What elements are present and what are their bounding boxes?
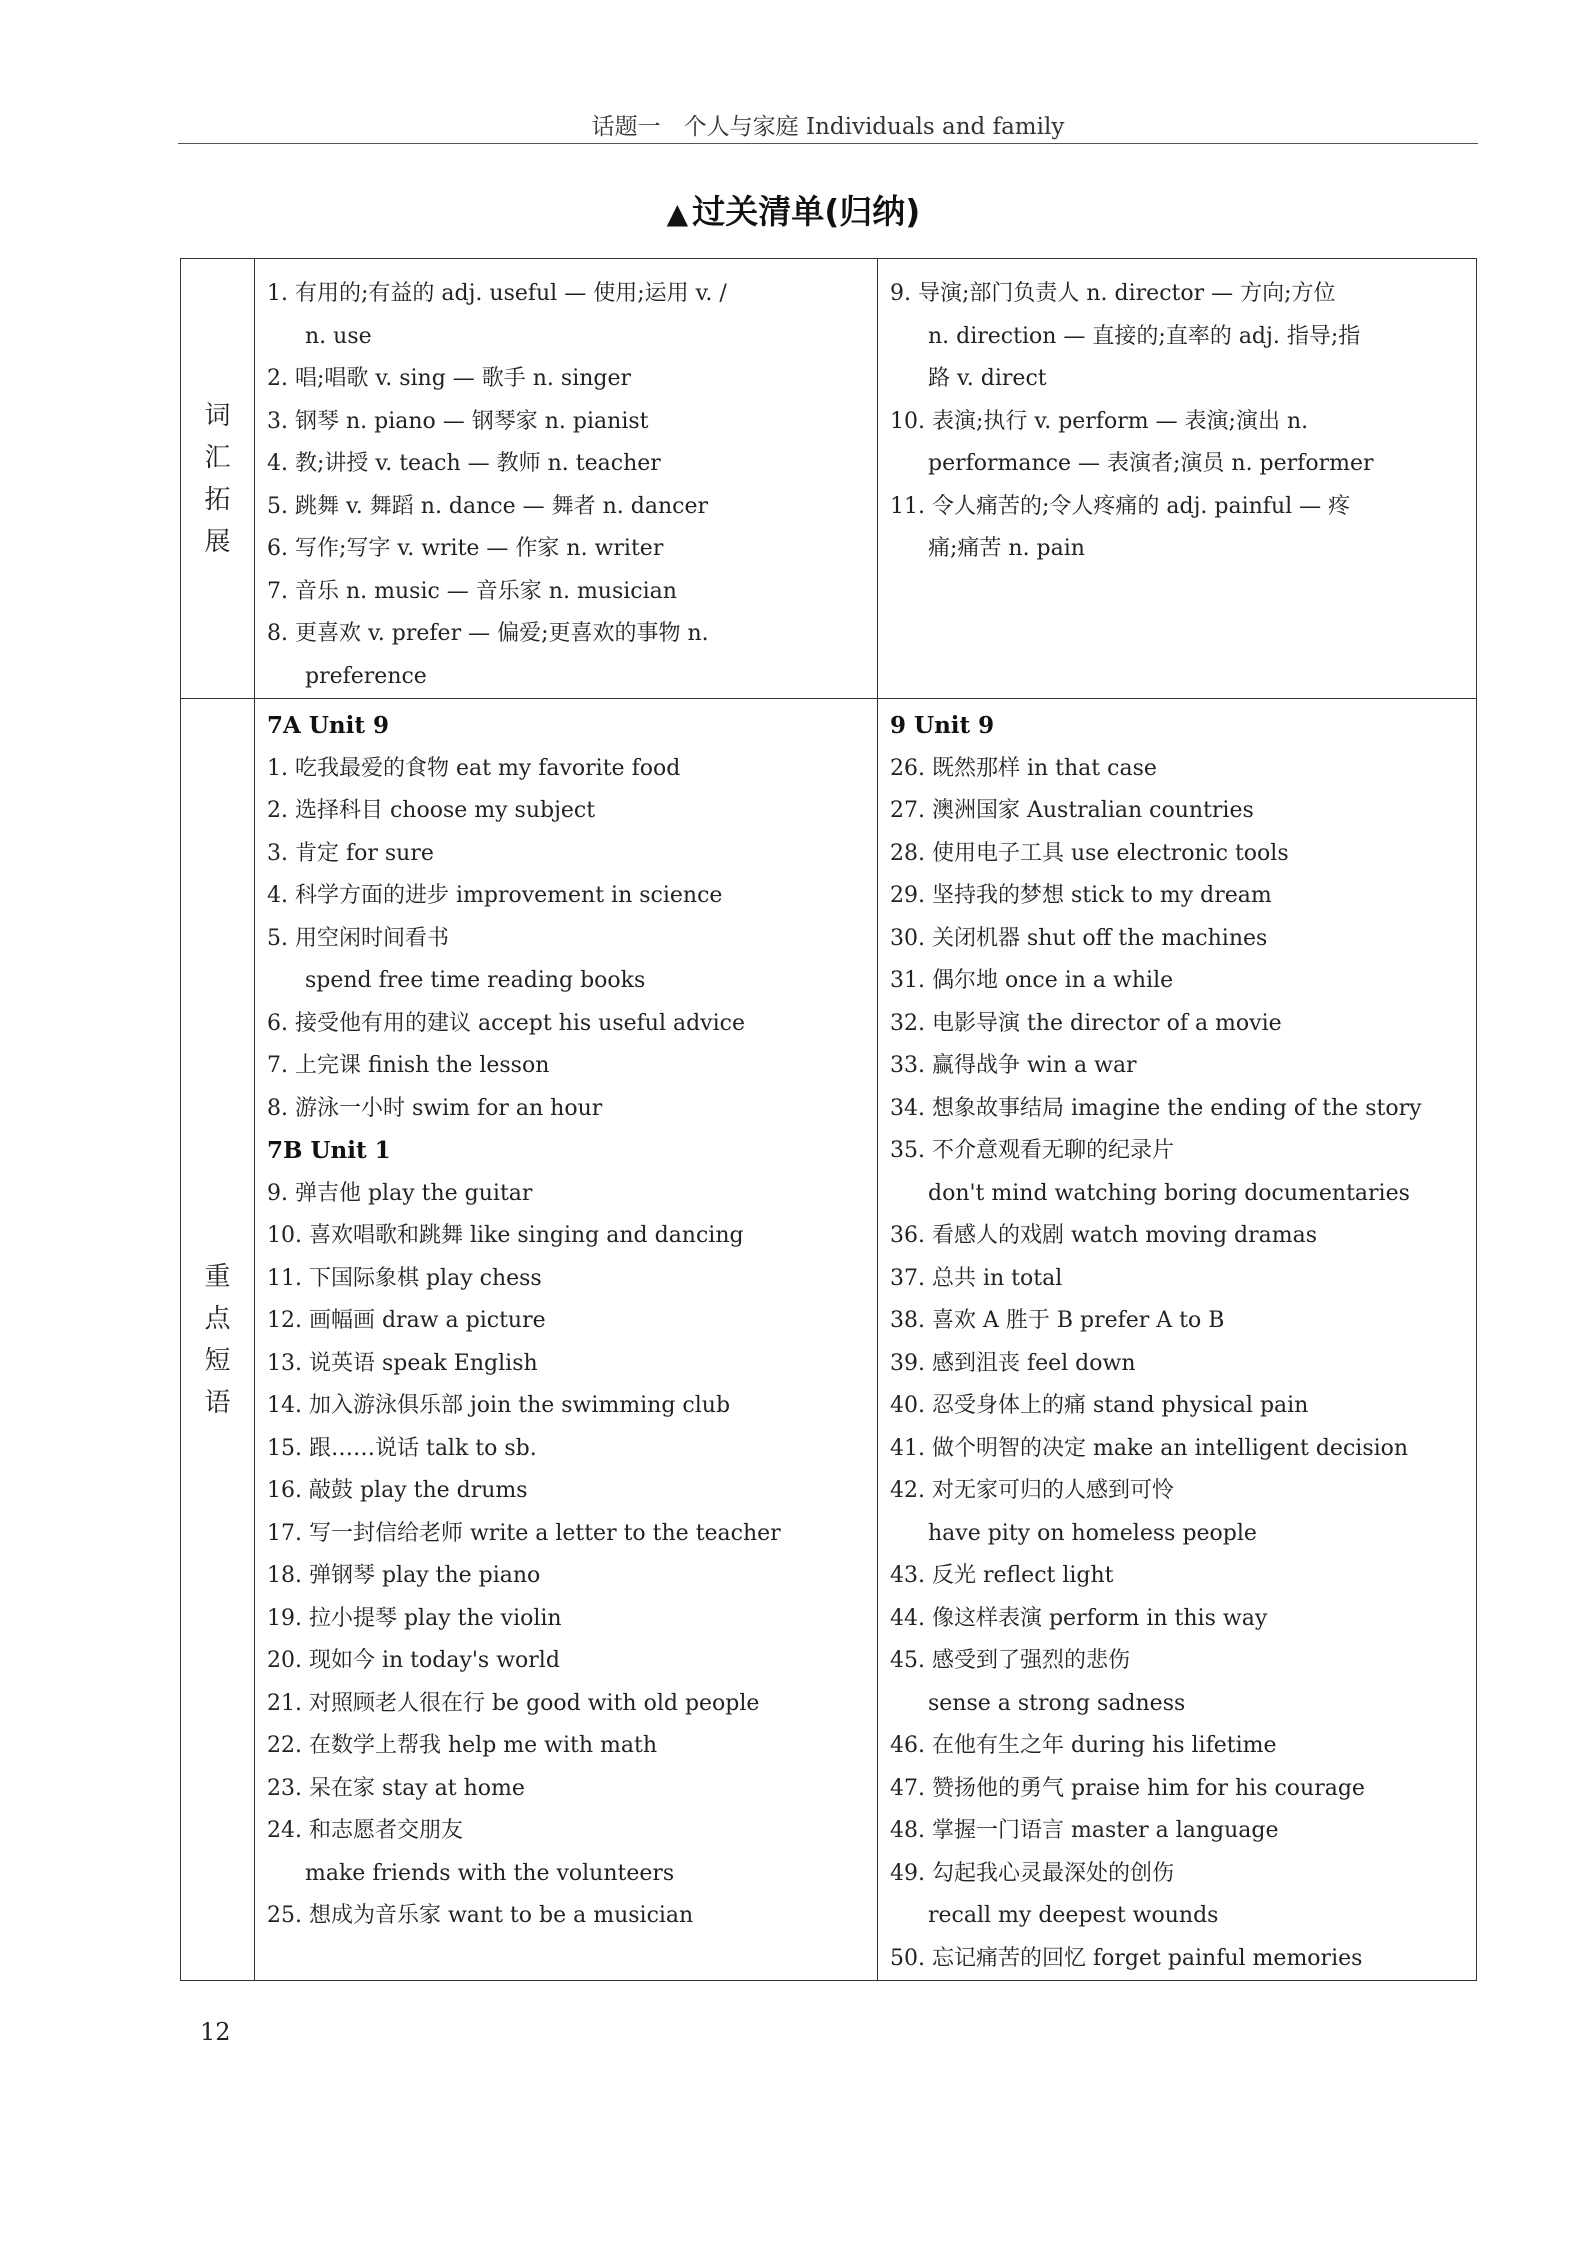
phrase-item-line: 23. 呆在家 stay at home: [267, 1775, 525, 1801]
phrase-item-line: 20. 现如今 in today's world: [267, 1648, 560, 1673]
vocab-item-line: 4. 教;讲授 v. teach — 教师 n. teacher: [267, 451, 661, 476]
phrase-item: [267, 1428, 877, 1471]
phrase-item-line: 15. 跟……说话 talk to sb.: [267, 1435, 537, 1461]
section-title: [0, 186, 1587, 233]
phrase-item: [890, 1555, 1476, 1598]
phrase-item: [267, 748, 877, 791]
vocab-item-line: performance — 表演者;演员 n. performer: [928, 451, 1374, 476]
vocab-item-line: 5. 跳舞 v. 舞蹈 n. dance — 舞者 n. dancer: [267, 493, 708, 519]
phrase-label: [181, 1256, 254, 1424]
vocab-item: [890, 273, 1476, 401]
phrase-item: [890, 1853, 1476, 1938]
phrase-item: [890, 960, 1476, 1003]
phrase-item-line: 13. 说英语 speak English: [267, 1350, 538, 1376]
phrase-item: [890, 1810, 1476, 1853]
phrase-item: [267, 918, 877, 1003]
phrase-item: [267, 1300, 877, 1343]
phrase-item-line: make friends with the volunteers: [305, 1860, 675, 1886]
phrase-item: [890, 1258, 1476, 1301]
phrase-item: [267, 1768, 877, 1811]
phrase-item-line: 36. 看感人的戏剧 watch moving dramas: [890, 1223, 1318, 1248]
phrase-item: [267, 1003, 877, 1046]
phrase-item-line: 30. 关闭机器 shut off the machines: [890, 925, 1268, 951]
phrase-item-line: 2. 选择科目 choose my subject: [267, 798, 596, 823]
phrase-item-line: 43. 反光 reflect light: [890, 1563, 1114, 1588]
phrase-item: [267, 1343, 877, 1386]
vocab-label-cell: [181, 259, 255, 699]
phrase-item: [267, 833, 877, 876]
phrase-right-list: [890, 699, 1476, 1980]
phrase-item-line: 48. 掌握一门语言 master a language: [890, 1818, 1279, 1843]
phrase-item-line: 41. 做个明智的决定 make an intelligent decision: [890, 1435, 1409, 1461]
phrase-item: [890, 1598, 1476, 1641]
phrase-item: [267, 1385, 877, 1428]
phrase-item: [267, 1088, 877, 1131]
phrase-item: [267, 1683, 877, 1726]
page-number: 12: [200, 2018, 231, 2046]
section-title-text: 过关清单(归纳): [692, 192, 921, 231]
vocab-item-line: 11. 令人痛苦的;令人疼痛的 adj. painful — 疼: [890, 493, 1351, 519]
vocab-item: [890, 486, 1476, 571]
phrase-item-line: 45. 感受到了强烈的悲伤: [890, 1648, 1130, 1673]
vocab-item-line: 9. 导演;部门负责人 n. director — 方向;方位: [890, 281, 1336, 306]
phrase-item-line: 26. 既然那样 in that case: [890, 755, 1157, 781]
unit-heading: 7B Unit 1: [267, 1137, 391, 1164]
vocab-item-line: 6. 写作;写字 v. write — 作家 n. writer: [267, 536, 664, 561]
triangle-icon: ▲: [666, 197, 689, 230]
phrase-item: [890, 1215, 1476, 1258]
phrase-item-line: 1. 吃我最爱的食物 eat my favorite food: [267, 755, 681, 781]
vocab-item: [267, 571, 877, 614]
phrase-item: [267, 1258, 877, 1301]
phrase-item-line: 29. 坚持我的梦想 stick to my dream: [890, 883, 1272, 908]
label-char: 短: [204, 1345, 231, 1376]
vocab-item: [267, 486, 877, 529]
phrase-item: [890, 1385, 1476, 1428]
vocab-item: [267, 401, 877, 444]
phrase-item: [267, 1215, 877, 1258]
label-char: 点: [204, 1303, 231, 1334]
phrase-item: [267, 790, 877, 833]
label-char: 拓: [204, 484, 231, 515]
vocab-row: [181, 259, 1477, 699]
phrase-item: [890, 918, 1476, 961]
phrase-item-line: 8. 游泳一小时 swim for an hour: [267, 1095, 603, 1121]
phrase-item-line: 18. 弹钢琴 play the piano: [267, 1563, 541, 1588]
phrase-right-column: [878, 699, 1477, 1981]
phrase-item: [890, 1725, 1476, 1768]
phrase-item: [890, 790, 1476, 833]
phrase-item-line: 14. 加入游泳俱乐部 join the swimming club: [267, 1393, 731, 1418]
phrase-item: [890, 1088, 1476, 1131]
phrase-item: [890, 833, 1476, 876]
phrase-item-line: have pity on homeless people: [928, 1520, 1257, 1546]
vocab-item-line: 1. 有用的;有益的 adj. useful — 使用;运用 v. /: [267, 281, 727, 306]
phrase-item: [267, 1725, 877, 1768]
phrase-item-line: 46. 在他有生之年 during his lifetime: [890, 1733, 1277, 1758]
phrase-item-line: 3. 肯定 for sure: [267, 840, 434, 866]
phrase-item-line: don't mind watching boring documentaries: [928, 1180, 1410, 1206]
phrase-item-line: 27. 澳洲国家 Australian countries: [890, 798, 1254, 823]
vocab-item-line: n. use: [305, 323, 372, 349]
phrase-item-line: 24. 和志愿者交朋友: [267, 1818, 463, 1843]
phrase-item: [890, 1045, 1476, 1088]
phrase-item: [267, 1555, 877, 1598]
phrase-item: [267, 1895, 877, 1938]
phrase-item-line: 6. 接受他有用的建议 accept his useful advice: [267, 1010, 745, 1036]
phrase-item: [890, 1130, 1476, 1215]
phrase-item: [890, 1003, 1476, 1046]
phrase-item: [267, 1045, 877, 1088]
phrase-item-line: 44. 像这样表演 perform in this way: [890, 1605, 1268, 1631]
phrase-item-line: 47. 赞扬他的勇气 praise him for his courage: [890, 1775, 1365, 1801]
vocab-item-line: 2. 唱;唱歌 v. sing — 歌手 n. singer: [267, 366, 632, 391]
vocab-right-column: [878, 259, 1477, 699]
vocab-item-line: 10. 表演;执行 v. perform — 表演;演出 n.: [890, 408, 1309, 434]
phrase-item: [890, 1470, 1476, 1555]
phrase-item-line: 50. 忘记痛苦的回忆 forget painful memories: [890, 1945, 1363, 1971]
phrase-item-line: 17. 写一封信给老师 write a letter to the teacher: [267, 1520, 781, 1546]
phrase-left-list: [267, 699, 877, 1938]
phrase-item-line: sense a strong sadness: [928, 1690, 1186, 1716]
phrase-item-line: 49. 勾起我心灵最深处的创伤: [890, 1860, 1174, 1886]
phrase-item: [267, 1810, 877, 1895]
phrase-item-line: 39. 感到沮丧 feel down: [890, 1350, 1136, 1376]
phrase-item-line: 33. 赢得战争 win a war: [890, 1053, 1137, 1078]
phrase-item-line: 10. 喜欢唱歌和跳舞 like singing and dancing: [267, 1223, 744, 1248]
phrase-item-line: 25. 想成为音乐家 want to be a musician: [267, 1903, 694, 1928]
phrase-item: [890, 748, 1476, 791]
phrase-item-line: 4. 科学方面的进步 improvement in science: [267, 883, 723, 908]
phrase-item-line: 19. 拉小提琴 play the violin: [267, 1605, 562, 1631]
vocab-left-list: [267, 259, 877, 698]
vocab-label: [181, 395, 254, 563]
phrase-item-line: 28. 使用电子工具 use electronic tools: [890, 840, 1289, 866]
phrase-item: [267, 1598, 877, 1641]
phrase-item-line: recall my deepest wounds: [928, 1903, 1219, 1928]
vocab-item-line: 路 v. direct: [928, 366, 1047, 391]
phrase-item-line: 9. 弹吉他 play the guitar: [267, 1180, 533, 1206]
vocab-item-line: 8. 更喜欢 v. prefer — 偏爱;更喜欢的事物 n.: [267, 621, 709, 646]
phrase-item: [890, 1300, 1476, 1343]
phrase-item-line: 22. 在数学上帮我 help me with math: [267, 1733, 658, 1758]
label-char: 语: [204, 1387, 231, 1418]
page-header: 话题一 个人与家庭 Individuals and family: [591, 114, 1065, 140]
vocab-item-line: 痛;痛苦 n. pain: [928, 536, 1085, 561]
phrase-item-line: 31. 偶尔地 once in a while: [890, 968, 1174, 993]
label-char: 汇: [204, 442, 231, 473]
phrase-item-line: 32. 电影导演 the director of a movie: [890, 1010, 1282, 1036]
phrase-item: [890, 1768, 1476, 1811]
vocab-item: [267, 613, 877, 698]
phrase-item-line: 35. 不介意观看无聊的纪录片: [890, 1138, 1174, 1163]
vocab-item-line: 3. 钢琴 n. piano — 钢琴家 n. pianist: [267, 408, 649, 434]
phrase-item-line: 42. 对无家可归的人感到可怜: [890, 1478, 1174, 1503]
vocab-item: [890, 401, 1476, 486]
phrase-item: [267, 1173, 877, 1216]
phrase-item-line: 40. 忍受身体上的痛 stand physical pain: [890, 1393, 1309, 1418]
phrase-item-line: 37. 总共 in total: [890, 1265, 1063, 1291]
phrase-item: [890, 1343, 1476, 1386]
vocab-item-line: 7. 音乐 n. music — 音乐家 n. musician: [267, 578, 677, 604]
label-char: 展: [204, 526, 231, 557]
phrase-item-line: 5. 用空闲时间看书: [267, 925, 449, 951]
header-rule: [178, 143, 1478, 144]
vocab-item-line: preference: [305, 663, 427, 689]
phrase-item-line: 34. 想象故事结局 imagine the ending of the story: [890, 1095, 1422, 1121]
unit-heading: 7A Unit 9: [267, 712, 390, 739]
phrase-item-line: 7. 上完课 finish the lesson: [267, 1053, 550, 1078]
phrase-item-line: spend free time reading books: [305, 968, 646, 993]
phrase-item-line: 38. 喜欢 A 胜于 B prefer A to B: [890, 1308, 1225, 1333]
phrase-item: [267, 1470, 877, 1513]
phrase-item-line: 21. 对照顾老人很在行 be good with old people: [267, 1690, 760, 1716]
vocab-item: [267, 358, 877, 401]
vocab-item: [267, 273, 877, 358]
phrase-item: [267, 1640, 877, 1683]
unit-heading: 9 Unit 9: [890, 712, 995, 739]
phrase-item: [267, 1513, 877, 1556]
label-char: 重: [204, 1261, 231, 1292]
phrase-item-line: 11. 下国际象棋 play chess: [267, 1265, 542, 1291]
phrase-item: [890, 1428, 1476, 1471]
vocab-left-column: [255, 259, 878, 699]
phrase-item-line: 12. 画幅画 draw a picture: [267, 1308, 546, 1333]
vocab-item: [267, 528, 877, 571]
vocab-item: [267, 443, 877, 486]
phrase-row: [181, 699, 1477, 1981]
phrase-item-line: 16. 敲鼓 play the drums: [267, 1478, 528, 1503]
phrase-item: [890, 1938, 1476, 1981]
phrase-item: [890, 875, 1476, 918]
phrase-label-cell: [181, 699, 255, 1981]
phrase-left-column: [255, 699, 878, 1981]
vocab-right-list: [890, 259, 1476, 571]
summary-table: [180, 258, 1477, 1981]
phrase-item: [267, 875, 877, 918]
vocab-item-line: n. direction — 直接的;直率的 adj. 指导;指: [928, 323, 1361, 349]
phrase-item: [890, 1640, 1476, 1725]
label-char: 词: [204, 400, 231, 431]
